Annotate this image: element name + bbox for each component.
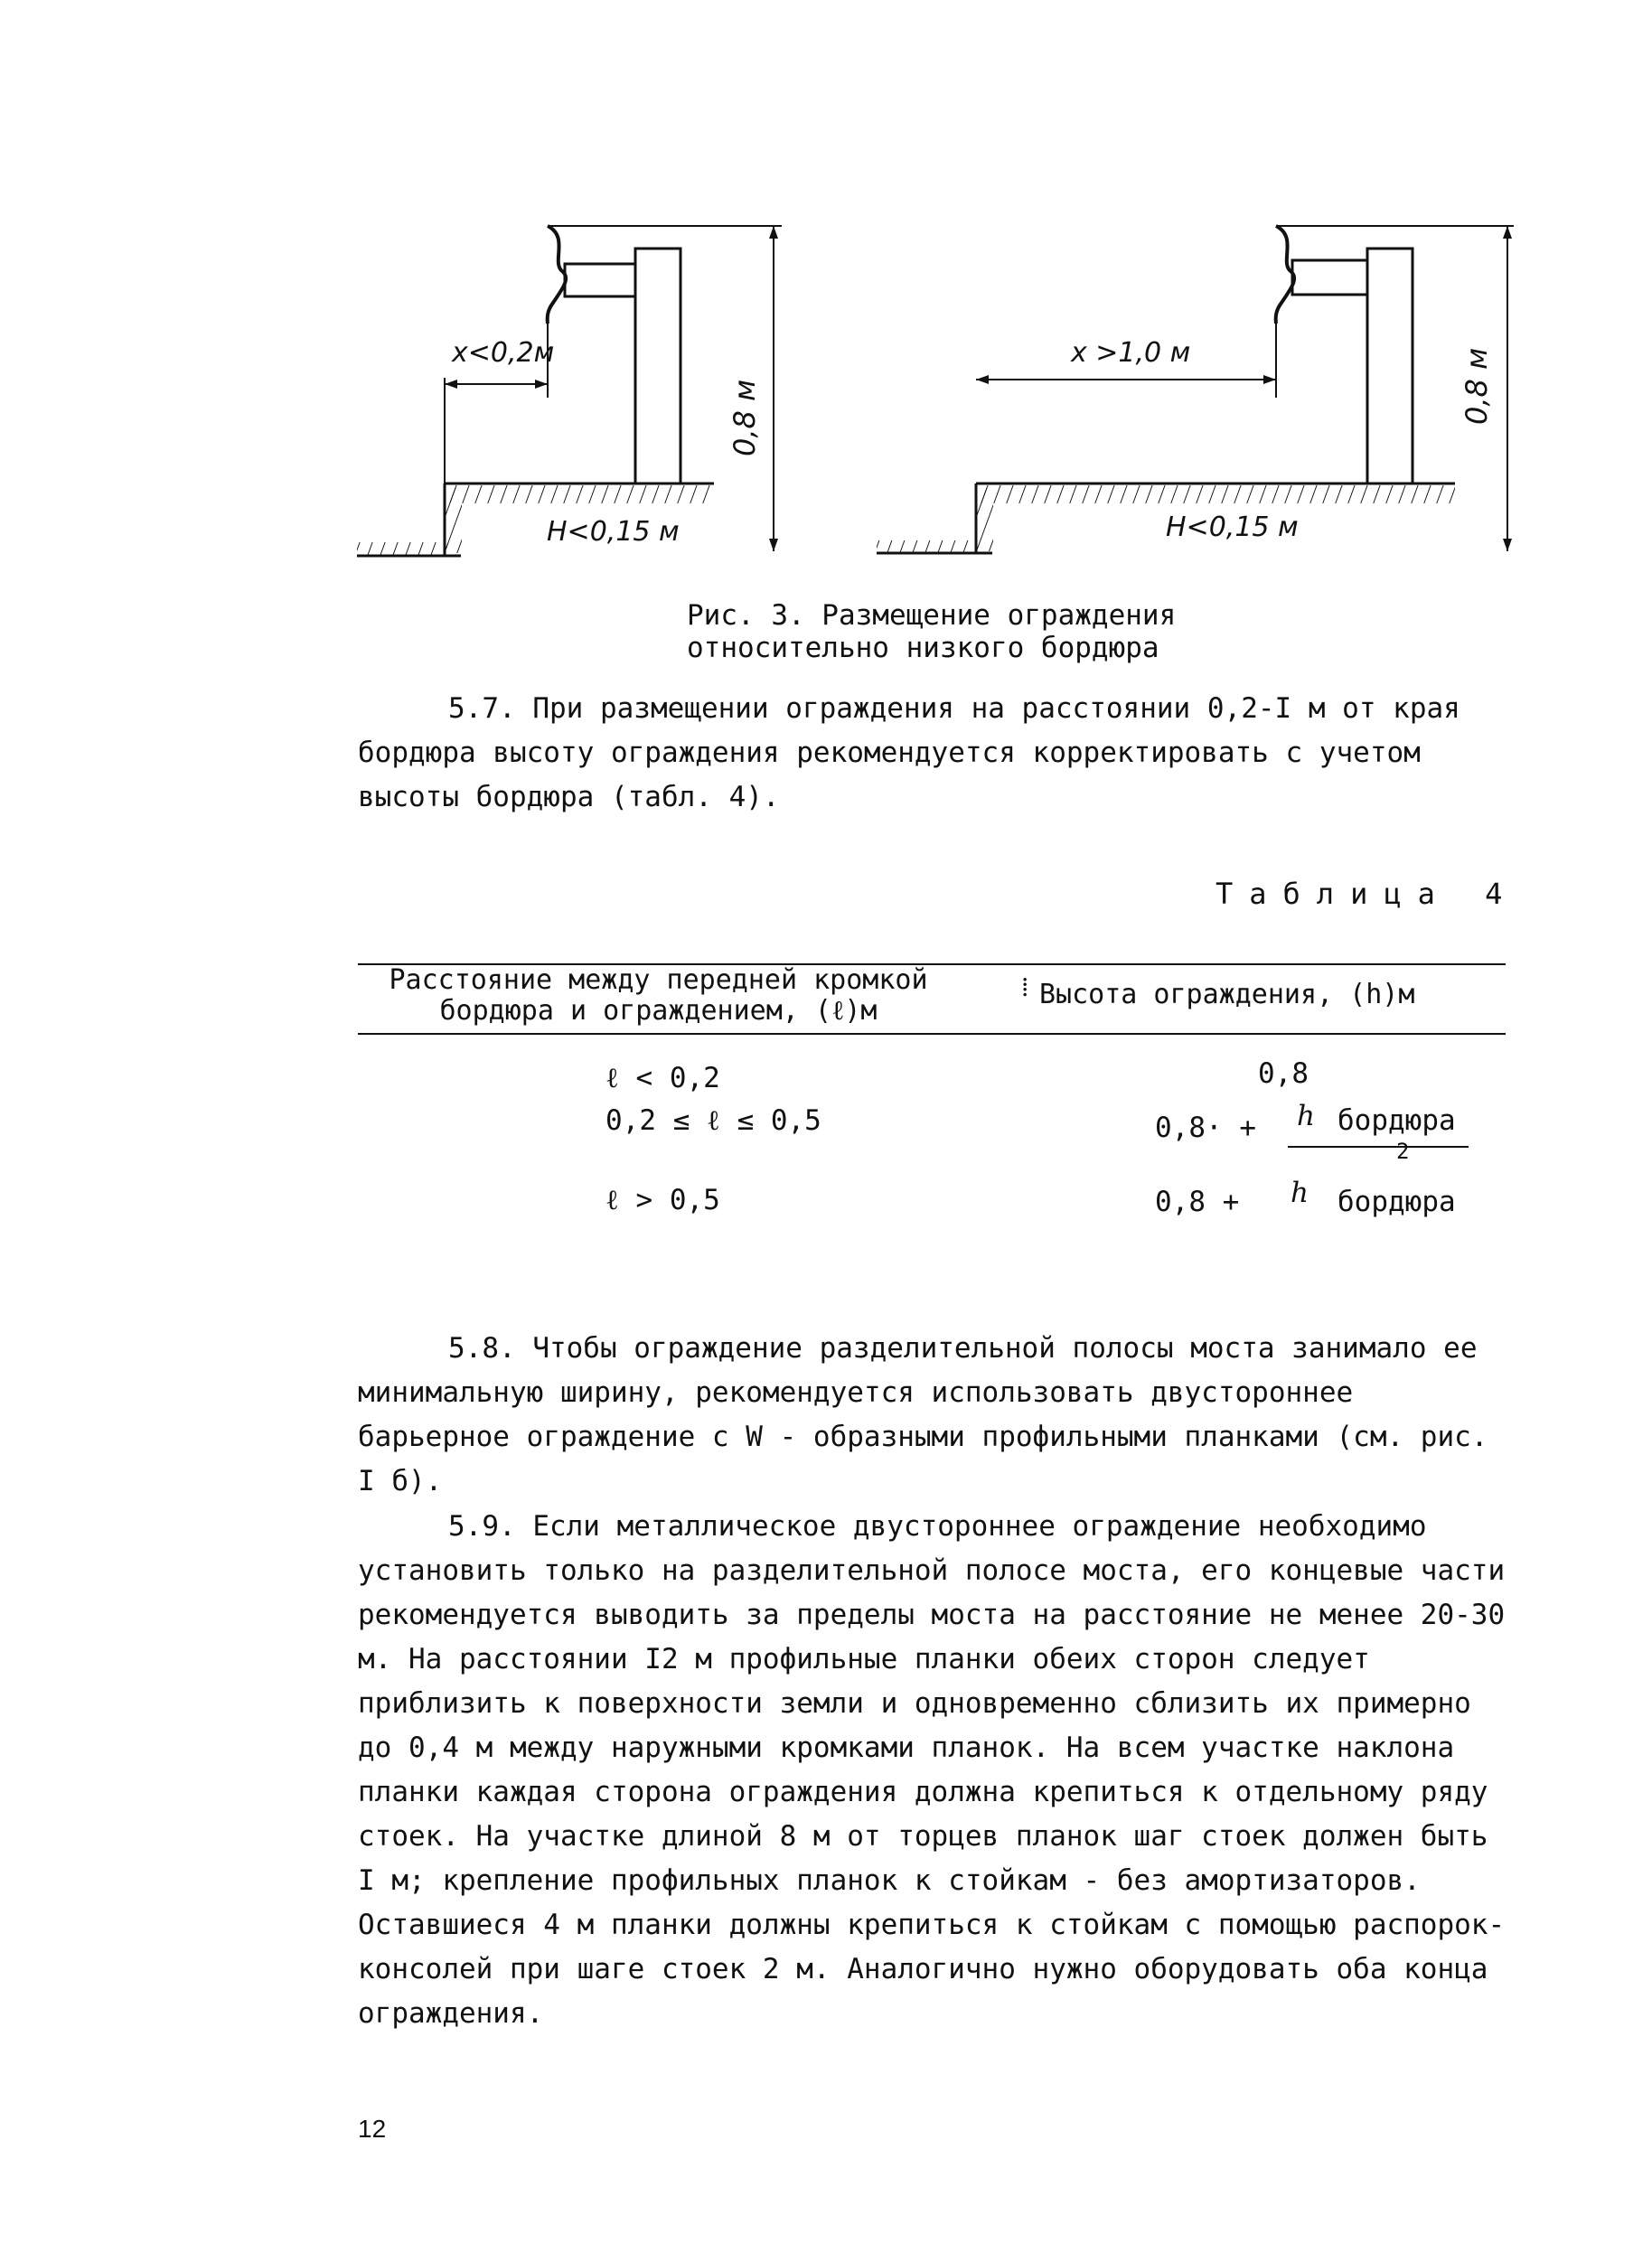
paragraph-5-9 bbox=[358, 1505, 1506, 2036]
table-title: Таблица 4 bbox=[1216, 877, 1519, 911]
page-number: 12 bbox=[358, 2115, 387, 2143]
left-curb-label: H<0,15 м bbox=[547, 516, 680, 548]
table-header-height: Высота ограждения, (h)м bbox=[1039, 979, 1415, 1010]
right-height-label: 0,8 м bbox=[1460, 347, 1494, 425]
header-distance-line2: бордюра и ограждением, (ℓ)м bbox=[439, 995, 878, 1027]
table-row-3-condition: ℓ > 0,5 bbox=[605, 1184, 720, 1216]
table-row-1-height: 0,8 bbox=[1258, 1057, 1309, 1090]
table-row-3-h: h bbox=[1291, 1177, 1309, 1209]
table-row-2-denominator: 2 bbox=[1396, 1139, 1410, 1164]
figure-caption: Рис. 3. Размещение ограждения относительно низкого бордюра bbox=[687, 599, 1177, 664]
header-distance-line1: Расстояние между передней кромкой bbox=[389, 964, 928, 996]
table-row-2-height-base: 0,8· + bbox=[1155, 1112, 1256, 1144]
paragraph-5-7-text: 5.7. При размещении ограждения на расстоянии 0,2-I м от края бордюра высоту ограждения рекомендуется корректировать с учетом высоты бордюра (табл. 4). bbox=[358, 692, 1460, 813]
table-row-1-condition: ℓ < 0,2 bbox=[605, 1062, 720, 1094]
table-header-distance bbox=[358, 965, 959, 1027]
right-x-label: x >1,0 м bbox=[1071, 337, 1191, 369]
table-row-2-h: h bbox=[1297, 1100, 1315, 1132]
table-row-2-condition: 0,2 ≤ ℓ ≤ 0,5 bbox=[605, 1104, 821, 1137]
table-row-3-height-base: 0,8 + bbox=[1155, 1186, 1240, 1218]
table-row-2-suffix: бордюра bbox=[1338, 1104, 1456, 1137]
paragraph-5-7 bbox=[358, 687, 1506, 820]
left-height-label: 0,8 м bbox=[727, 379, 762, 456]
paragraph-5-9-text: 5.9. Если металлическое двустороннее ограждение необходимо установить только на разделительной полосе моста, его концевые части рекомендуется выводить за пределы моста на расстояние не менее 20-30 м. На расстоянии I2 м профильные планки обеих сторон следует приблизить к поверхности земли и одновременно сблизить их примерно до 0,4 м между наружными кромками планок. На всем участке наклона планки каждая сторона ограждения должна крепиться к отдельному ряду стоек. На участке длиной 8 м от торцев планок шаг стоек должен быть I м; крепление профильных планок к стойкам - без амортизаторов. Оставшиеся 4 м планки должны крепиться к стойкам с помощью распорок-консолей при шаге стоек 2 м. Аналогично нужно оборудовать оба конца ограждения. bbox=[358, 1510, 1506, 2030]
table-row-2-fraction-bar bbox=[1288, 1146, 1469, 1148]
table-header-separator: ⁞ bbox=[1021, 971, 1029, 1003]
table-row-3-suffix: бордюра bbox=[1338, 1186, 1456, 1218]
left-x-label: x<0,2м bbox=[452, 337, 555, 369]
figure-left-diagram bbox=[357, 226, 782, 556]
right-curb-label: H<0,15 м bbox=[1166, 512, 1299, 543]
paragraph-5-8 bbox=[358, 1327, 1506, 1504]
figure-right-diagram bbox=[877, 226, 1514, 553]
table-header-rule bbox=[358, 1033, 1506, 1035]
paragraph-5-8-text: 5.8. Чтобы ограждение разделительной полосы моста занимало ее минимальную ширину, рекомендуется использовать двустороннее барьерное ограждение с W - образными профильными планками (см. рис. I б). bbox=[358, 1332, 1488, 1497]
figure-3 bbox=[0, 0, 1652, 596]
